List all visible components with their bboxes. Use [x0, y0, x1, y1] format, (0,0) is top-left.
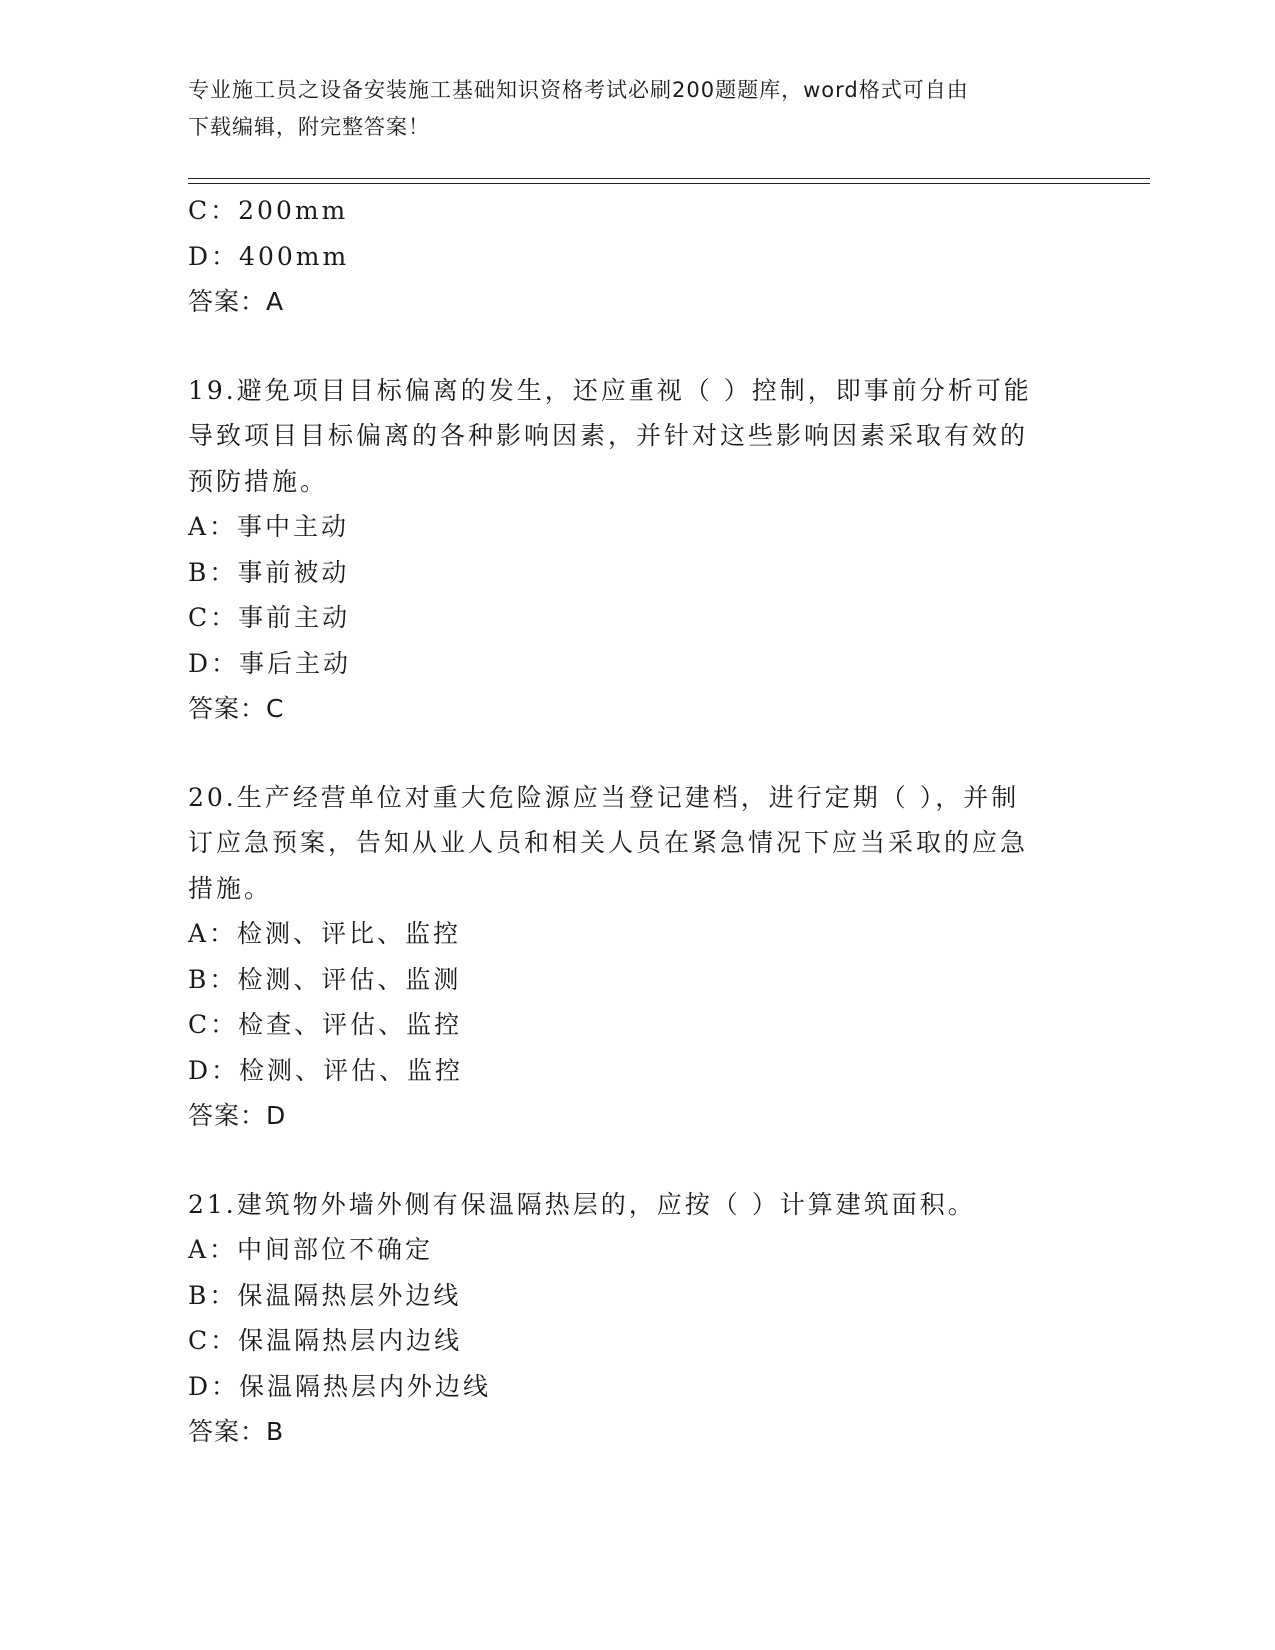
header-line-2: 下载编辑，附完整答案！ [188, 115, 430, 139]
question-text-line: 19.避免项目目标偏离的发生，还应重视（ ）控制，即事前分析可能 [188, 375, 1032, 405]
question-text-line: 订应急预案，告知从业人员和相关人员在紧急情况下应当采取的应急 [188, 828, 1029, 857]
question-text-line: 预防措施。 [188, 466, 329, 496]
option-b: B：检测、评估、监测 [188, 964, 462, 994]
option-d: D：保温隔热层内外边线 [188, 1371, 492, 1401]
option-d: D：400mm [188, 241, 350, 271]
option-b: B：事前被动 [188, 557, 350, 587]
option-a: A：检测、评比、监控 [188, 919, 462, 948]
document-body [188, 188, 1068, 1455]
answer-line: 答案：A [188, 287, 285, 316]
option-a: A：中间部位不确定 [188, 1235, 434, 1264]
option-a: A：事中主动 [188, 512, 350, 541]
question-19 [188, 368, 1068, 732]
option-c: C：保温隔热层内边线 [188, 1326, 463, 1355]
option-b: B：保温隔热层外边线 [188, 1280, 462, 1310]
answer-line: 答案：B [188, 1417, 285, 1446]
header-rule-top [188, 178, 1150, 179]
question-text-line: 措施。 [188, 873, 273, 903]
question-21 [188, 1182, 1068, 1455]
option-d: D：检测、评估、监控 [188, 1055, 464, 1085]
answer-line: 答案：C [188, 694, 285, 723]
answer-line: 答案：D [188, 1101, 287, 1130]
question-text-line: 20.生产经营单位对重大危险源应当登记建档，进行定期（ ），并制 [188, 782, 1020, 812]
document-header [188, 72, 1068, 146]
header-line-1: 专业施工员之设备安装施工基础知识资格考试必刷200题题库，word格式可自由 [188, 78, 969, 102]
option-c: C：事前主动 [188, 603, 351, 632]
question-20 [188, 775, 1068, 1139]
previous-question-tail [188, 188, 1068, 325]
header-rule-bottom [188, 183, 1150, 184]
option-d: D：事后主动 [188, 648, 352, 678]
option-c: C：检查、评估、监控 [188, 1010, 463, 1039]
question-text-line: 导致项目目标偏离的各种影响因素，并针对这些影响因素采取有效的 [188, 421, 1029, 450]
option-c: C：200mm [188, 196, 349, 225]
question-text-line: 21.建筑物外墙外侧有保温隔热层的，应按（ ）计算建筑面积。 [188, 1189, 976, 1219]
